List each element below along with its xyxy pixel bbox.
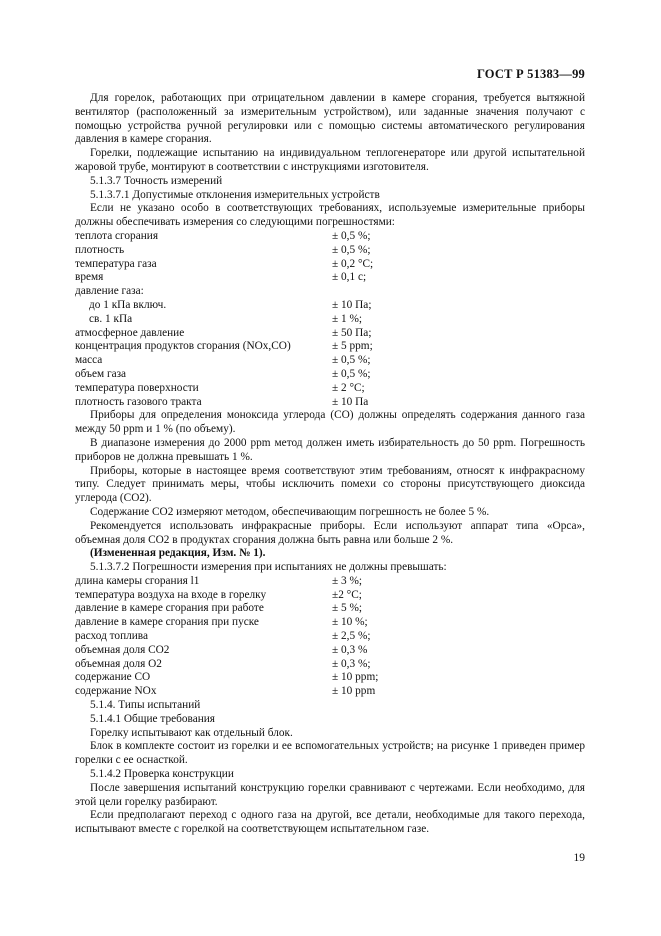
list-item	[75, 258, 585, 272]
paragraph: В диапазоне измерения до 2000 ppm метод должен иметь избирательность до 50 ppm. Погрешность приборов не должна превышать 1 %.	[75, 436, 585, 463]
item-value: ± 10 Па	[332, 395, 369, 408]
section-heading: 5.1.3.7.2 Погрешности измерения при испытаниях не должны превышать:	[90, 561, 447, 574]
item-label: объемная доля O2	[75, 657, 162, 670]
item-value: ± 10 Па;	[332, 298, 372, 311]
item-label: объемная доля CO2	[75, 643, 170, 656]
list-item	[75, 685, 585, 699]
section-heading: 5.1.3.7 Точность измерений	[90, 174, 223, 187]
item-value: ± 50 Па;	[332, 326, 372, 339]
item-label: температура воздуха на входе в горелку	[75, 588, 267, 601]
paragraph: После завершения испытаний конструкцию горелки сравнивают с чертежами. Если необходимо, для этой цели горелку разбирают.	[75, 781, 585, 808]
item-label: давление в камере сгорания при работе	[75, 602, 264, 615]
item-value: ± 0,2 °С;	[332, 257, 374, 270]
list-item	[75, 354, 585, 368]
item-label: содержание NOx	[75, 685, 157, 698]
item-label: температура газа	[75, 257, 157, 270]
list-item	[75, 285, 585, 299]
paragraph: Приборы, которые в настоящее время соответствуют этим требованиям, относят к инфракрасному типу. Следует принимать меры, чтобы исключить помехи со стороны присутствующего диоксида углерода (CO2).	[75, 464, 585, 505]
list-item	[75, 340, 585, 354]
item-label: плотность газового тракта	[75, 395, 202, 408]
list-item	[75, 271, 585, 285]
list-item	[75, 644, 585, 658]
item-value: ± 3 %;	[332, 574, 363, 587]
item-value: ± 0,5 %;	[332, 243, 371, 256]
list-item	[75, 616, 585, 630]
item-value: ± 0,1 с;	[332, 271, 367, 284]
item-label: масса	[75, 354, 103, 367]
paragraph: Горелку испытывают как отдельный блок.	[90, 726, 293, 739]
item-label: плотность	[75, 243, 125, 256]
item-value: ± 2,5 %;	[332, 630, 371, 643]
list-item	[75, 299, 585, 313]
item-value: ± 0,5 %;	[332, 354, 371, 367]
list-item	[75, 658, 585, 672]
paragraph: Блок в комплекте состоит из горелки и ее вспомогательных устройств; на рисунке 1 приведен пример горелки с ее оснасткой.	[75, 740, 585, 767]
item-label: до 1 кПа включ.	[89, 298, 167, 311]
item-label: объем газа	[75, 367, 127, 380]
item-value: ± 0,3 %	[332, 643, 368, 656]
item-label: время	[75, 271, 104, 284]
list-item	[75, 630, 585, 644]
document-body	[75, 92, 585, 837]
list-item	[75, 244, 585, 258]
item-label: температура поверхности	[75, 381, 199, 394]
page-number: 19	[573, 852, 585, 864]
item-value: ± 10 %;	[332, 616, 368, 629]
item-label: расход топлива	[75, 630, 149, 643]
item-label: давление газа:	[75, 285, 144, 298]
list-item	[75, 230, 585, 244]
item-label: теплота сгорания	[75, 229, 159, 242]
item-value: ± 2 °С;	[332, 381, 365, 394]
list-item	[75, 575, 585, 589]
list-item	[75, 313, 585, 327]
section-heading: 5.1.3.7.1 Допустимые отклонения измерительных устройств	[90, 188, 380, 201]
list-item	[75, 382, 585, 396]
section-heading: 5.1.4.1 Общие требования	[90, 712, 215, 725]
item-value: ± 1 %;	[332, 312, 363, 325]
section-heading: 5.1.4.2 Проверка конструкции	[90, 768, 234, 781]
list-item	[75, 589, 585, 603]
list-item	[75, 396, 585, 410]
item-value: ± 5 ppm;	[332, 340, 373, 353]
paragraph: Горелки, подлежащие испытанию на индивидуальном теплогенераторе или другой испытательной жаровой трубе, монтируют в соответствии с инструкциями изготовителя.	[75, 147, 585, 173]
document-header: ГОСТ Р 51383—99	[476, 67, 585, 81]
item-value: ±2 °С;	[332, 588, 362, 601]
amendment-note: (Измененная редакция, Изм. № 1).	[90, 547, 266, 560]
item-label: длина камеры сгорания l1	[75, 574, 200, 587]
item-label: давление в камере сгорания при пуске	[75, 616, 259, 629]
paragraph: Если не указано особо в соответствующих требованиях, используемые измерительные приборы должны обеспечивать измерения со следующими погрешностями:	[75, 202, 585, 229]
paragraph: Рекомендуется использовать инфракрасные приборы. Если используют аппарат типа «Орса», объемная доля CO2 в продуктах сгорания должна быть равна или больше 2 %.	[75, 519, 585, 546]
list-item	[75, 327, 585, 341]
paragraph: Если предполагают переход с одного газа на другой, все детали, необходимые для такого перехода, испытывают вместе с горелкой на соответствующем испытательном газе.	[75, 809, 585, 836]
item-value: ± 0,3 %;	[332, 657, 371, 670]
error-list	[75, 575, 585, 699]
item-value: ± 10 ppm;	[332, 671, 379, 684]
item-value: ± 10 ppm	[332, 685, 376, 698]
paragraph: Приборы для определения моноксида углерода (CO) должны определять содержания данного газа между 50 ppm и 1 % (по объему).	[75, 409, 585, 436]
item-label: содержание CO	[75, 671, 151, 684]
item-value: ± 0,5 %;	[332, 367, 371, 380]
section-heading: 5.1.4. Типы испытаний	[90, 699, 201, 712]
item-label: концентрация продуктов сгорания (NOx,CO)	[75, 340, 291, 353]
item-label: атмосферное давление	[75, 326, 185, 339]
list-item	[75, 602, 585, 616]
paragraph: Содержание CO2 измеряют методом, обеспечивающим погрешность не более 5 %.	[90, 505, 490, 518]
list-item	[75, 368, 585, 382]
paragraph: Для горелок, работающих при отрицательном давлении в камере сгорания, требуется вытяжной вентилятор (расположенный за измерительным устройством), или заданные значения получают с помощью устройства ручной регулировки или с помощью системы автоматического регулирования давления в камере сгорания.	[75, 92, 585, 146]
tolerance-list	[75, 230, 585, 409]
list-item	[75, 671, 585, 685]
item-value: ± 0,5 %;	[332, 229, 371, 242]
item-value: ± 5 %;	[332, 602, 363, 615]
item-label: св. 1 кПа	[89, 312, 133, 325]
